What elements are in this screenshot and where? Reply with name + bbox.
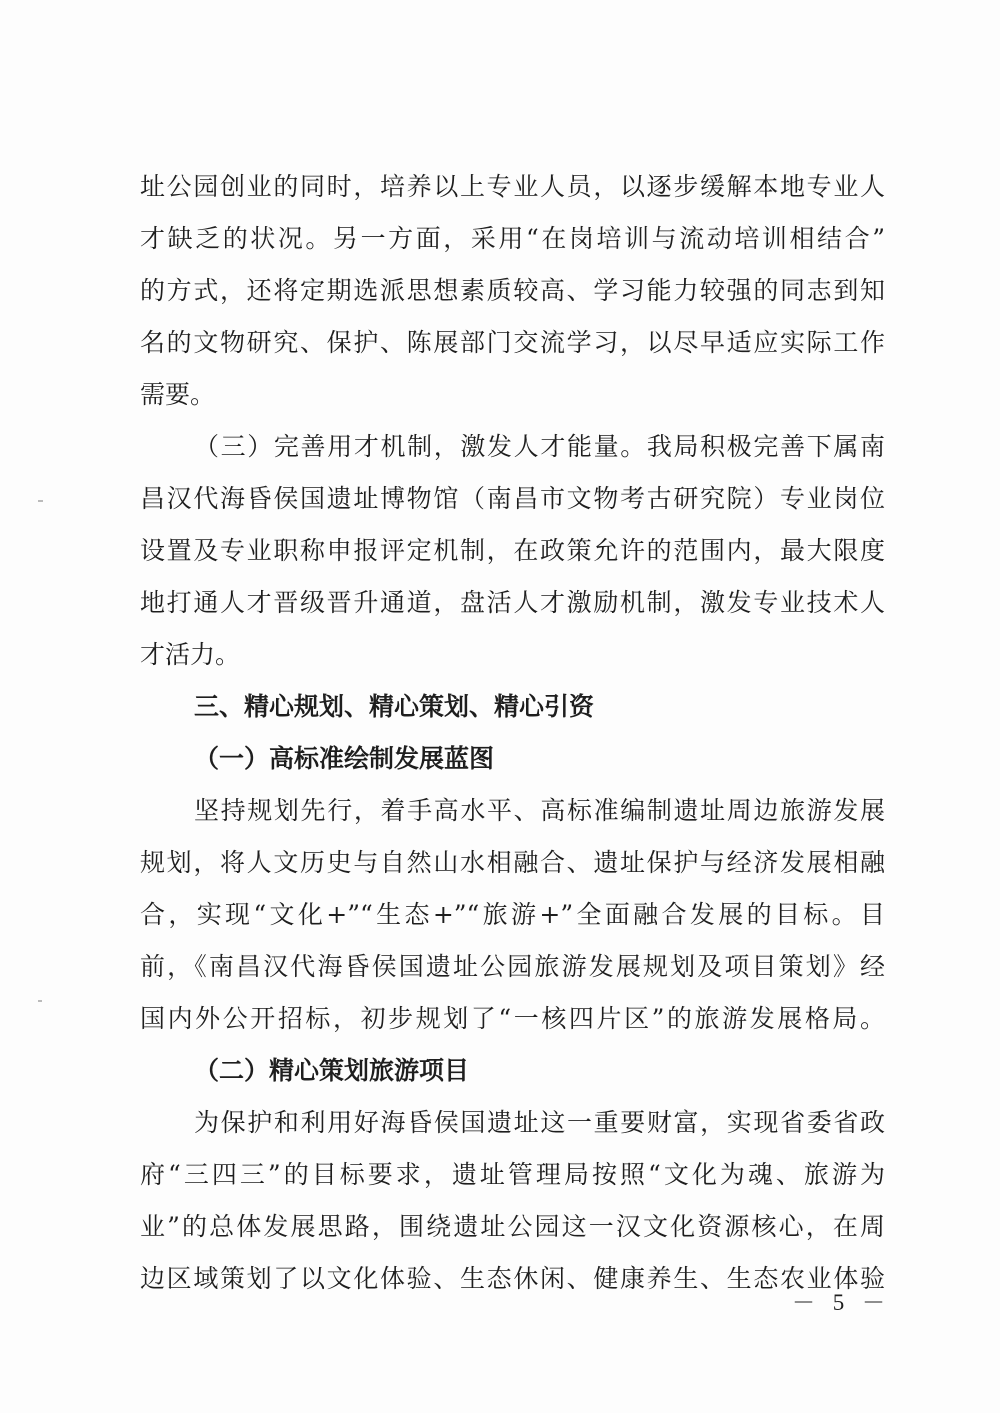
text-line-9: 地打通人才晋级晋升通道，盘活人才激励机制，激发专业技术人 [140,588,885,617]
text-line-17: 国内外公开招标，初步规划了“一核四片区”的旅游发展格局。 [140,1004,885,1033]
text-line-7: 昌汉代海昏侯国遗址博物馆（南昌市文物考古研究院）专业岗位 [140,484,885,513]
scan-mark [38,500,43,502]
text-line-22: 边区域策划了以文化体验、生态休闲、健康养生、生态农业体验 [140,1264,885,1293]
subsection-heading-1: （一）高标准绘制发展蓝图 [194,744,495,773]
section-heading-3: 三、精心规划、精心策划、精心引资 [194,692,595,721]
scan-mark [38,1000,42,1002]
text-line-20: 府“三四三”的目标要求，遗址管理局按照“文化为魂、旅游为 [140,1160,885,1189]
text-line-14: 规划，将人文历史与自然山水相融合、遗址保护与经济发展相融 [140,848,885,877]
subsection-heading-3: （三）完善用才机制，激发人才能量。我局积极完善下属南 [194,432,885,461]
text-line-3: 的方式，还将定期选派思想素质较高、学习能力较强的同志到知 [140,276,885,305]
text-line-5: 需要。 [140,380,216,409]
text-line-4: 名的文物研究、保护、陈展部门交流学习，以尽早适应实际工作 [140,328,885,357]
text-line-13: 坚持规划先行，着手高水平、高标准编制遗址周边旅游发展 [194,796,885,825]
page-number: － 5 － [792,1290,891,1315]
text-line-16: 前，《南昌汉代海昏侯国遗址公园旅游发展规划及项目策划》经 [140,952,885,981]
text-line-8: 设置及专业职称申报评定机制，在政策允许的范围内，最大限度 [140,536,885,565]
text-line-10: 才活力。 [140,640,241,669]
text-line-2: 才缺乏的状况。另一方面，采用“在岗培训与流动培训相结合” [140,224,885,253]
text-line-1: 址公园创业的同时，培养以上专业人员，以逐步缓解本地专业人 [140,172,885,201]
text-line-21: 业”的总体发展思路，围绕遗址公园这一汉文化资源核心，在周 [140,1212,885,1241]
subsection-heading-2: （二）精心策划旅游项目 [194,1056,470,1085]
text-line-15: 合，实现“文化+”“生态+”“旅游+”全面融合发展的目标。目 [140,900,885,929]
text-line-19: 为保护和利用好海昏侯国遗址这一重要财富，实现省委省政 [194,1108,885,1137]
